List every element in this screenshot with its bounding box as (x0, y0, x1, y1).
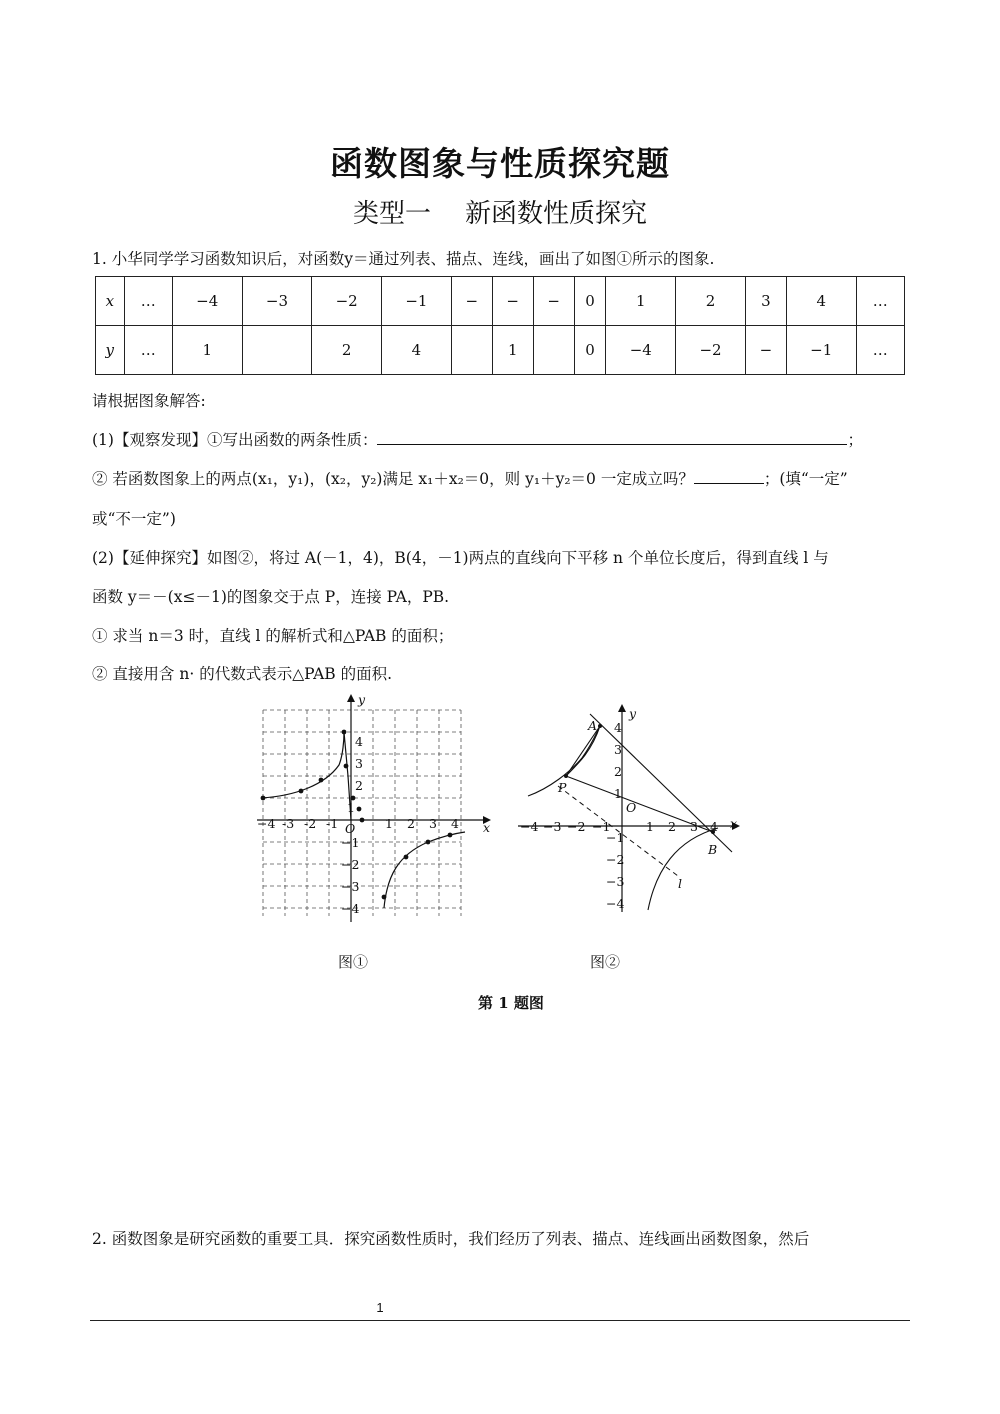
fig1-xtick: 4 (451, 816, 459, 831)
fig2-ytick: −2 (606, 852, 625, 867)
value-table (95, 276, 905, 375)
fig2-point-b: B (708, 842, 718, 857)
q1-part1-b-cont: 或“不一定”) (92, 510, 176, 528)
table-cell: 2 (312, 326, 382, 375)
table-cell: 1 (172, 326, 242, 375)
table-cell: −4 (606, 326, 676, 375)
fig2-point-p: P (558, 780, 567, 795)
fig2-ytick: −1 (606, 830, 625, 845)
table-cell: … (856, 277, 904, 326)
fig2-ytick: −3 (606, 874, 625, 889)
table-cell (242, 326, 312, 375)
answer-blank[interactable] (377, 430, 847, 445)
table-cell: … (124, 326, 172, 375)
fig2-origin: O (626, 800, 637, 815)
fig1-ytick: −3 (341, 879, 360, 894)
table-cell: 1 (492, 326, 533, 375)
table-cell: −3 (242, 277, 312, 326)
fig2-xtick: 4 (710, 819, 718, 834)
fig1-xtick: 1 (385, 816, 393, 831)
fig1-ytick: −2 (341, 857, 360, 872)
fig1-ytick: 4 (355, 734, 363, 749)
curve-right (384, 832, 465, 908)
q1-part2-c: ① 求当 n＝3 时，直线 l 的解析式和△PAB 的面积； (92, 627, 454, 645)
fig1-xtick: −4 (257, 816, 276, 831)
fig1-ytick: 3 (355, 756, 363, 771)
subtitle-topic: 新函数性质探究 (465, 199, 648, 229)
point-a-dot (598, 724, 602, 728)
figure-2-graph (510, 700, 750, 920)
page-number: 1 (376, 1300, 384, 1315)
table-cell: 4 (382, 326, 452, 375)
fig2-xtick: 2 (668, 819, 676, 834)
fig2-line-l: l (678, 876, 682, 891)
table-row-x (96, 277, 905, 326)
q1-part1-a-text: (1)【观察发现】①写出函数的两条性质： (92, 431, 378, 449)
q1-part1-b (92, 467, 848, 489)
table-cell: −2 (312, 277, 382, 326)
fig2-xtick: −3 (543, 819, 562, 834)
point-p-dot (564, 774, 568, 778)
table-cell: 1 (606, 277, 676, 326)
fig2-ytick: −4 (606, 896, 625, 911)
fig2-x-label: x (730, 816, 738, 831)
q1-part2-b: 函数 y＝－(x≤－1)的图象交于点 P，连接 PA，PB. (92, 588, 450, 606)
q1-intro: 1. 小华同学学习函数知识后，对函数y＝通过列表、描点、连线，画出了如图①所示的图象. (92, 250, 715, 268)
table-cell (451, 326, 492, 375)
fig2-ytick: 1 (614, 786, 622, 801)
footer-divider (90, 1320, 910, 1321)
fig1-ytick: 1 (347, 800, 355, 815)
fig2-xtick: 3 (690, 819, 698, 834)
page-title: 函数图象与性质探究题 (330, 144, 670, 183)
fig2-ytick: 4 (614, 720, 622, 735)
fig1-xtick: 2 (407, 816, 415, 831)
table-cell: … (124, 277, 172, 326)
table-cell: −4 (172, 277, 242, 326)
table-cell: − (533, 277, 574, 326)
table-cell: 4 (786, 277, 856, 326)
fig1-xtick: -1 (326, 816, 339, 831)
q1-prompt: 请根据图象解答: (92, 392, 206, 410)
fig2-xtick: −1 (592, 819, 611, 834)
table-header-y: y (96, 326, 125, 375)
fig2-y-label: y (629, 706, 637, 721)
q1-part1-a (92, 428, 863, 450)
table-cell: 0 (574, 326, 606, 375)
q1-part2-a: (2)【延伸探究】如图②，将过 A(－1，4)，B(4，－1)两点的直线向下平移 n 个单位长度后，得到直线 l 与 (92, 549, 829, 567)
table-cell: − (451, 277, 492, 326)
figure-caption: 第 1 题图 (478, 994, 544, 1012)
table-cell: −1 (786, 326, 856, 375)
fig1-xtick: 3 (429, 816, 437, 831)
answer-blank[interactable] (694, 469, 764, 484)
section-subtitle (0, 193, 1000, 230)
subtitle-type: 类型一 (352, 199, 431, 229)
fig1-ytick: −1 (341, 835, 360, 850)
fig1-xtick: -2 (304, 816, 317, 831)
q1-part1-a-suffix: ； (847, 431, 863, 449)
table-cell (533, 326, 574, 375)
q1-part1-b-suffix: ；(填“一定” (763, 470, 848, 488)
fig2-ytick: 3 (614, 742, 622, 757)
fig2-xtick: −2 (567, 819, 586, 834)
fig1-origin: O (345, 821, 356, 836)
fig2-xtick: 1 (646, 819, 654, 834)
table-cell: − (492, 277, 533, 326)
fig2-xtick: −4 (520, 819, 539, 834)
q1-part1-b-text: ② 若函数图象上的两点(x₁，y₁)，(x₂，y₂)满足 x₁＋x₂＝0，则 y₁＋y₂＝0 一定成立吗？ (92, 470, 694, 488)
table-cell: −1 (382, 277, 452, 326)
fig2-point-a: A (588, 718, 598, 733)
table-cell: −2 (676, 326, 746, 375)
table-cell: 2 (676, 277, 746, 326)
q2-text: 2. 函数图象是研究函数的重要工具．探究函数性质时，我们经历了列表、描点、连线画出函数图象，然后 (92, 1230, 810, 1248)
table-cell: … (856, 326, 904, 375)
fig1-caption: 图① (338, 953, 369, 971)
fig1-y-label: y (358, 692, 366, 707)
table-cell: 3 (745, 277, 786, 326)
q1-part2-d: ② 直接用含 n· 的代数式表示△PAB 的面积. (92, 665, 393, 683)
table-row-y (96, 326, 905, 375)
figure-1-graph (255, 690, 500, 925)
table-cell: 0 (574, 277, 606, 326)
table-cell: − (745, 326, 786, 375)
fig1-xtick: -3 (282, 816, 295, 831)
fig1-ytick: 2 (355, 778, 363, 793)
curve-right (648, 828, 718, 910)
fig1-x-label: x (483, 820, 491, 835)
fig1-ytick: −4 (341, 901, 360, 916)
fig2-ytick: 2 (614, 764, 622, 779)
table-header-x: x (96, 277, 125, 326)
fig2-caption: 图② (590, 953, 621, 971)
